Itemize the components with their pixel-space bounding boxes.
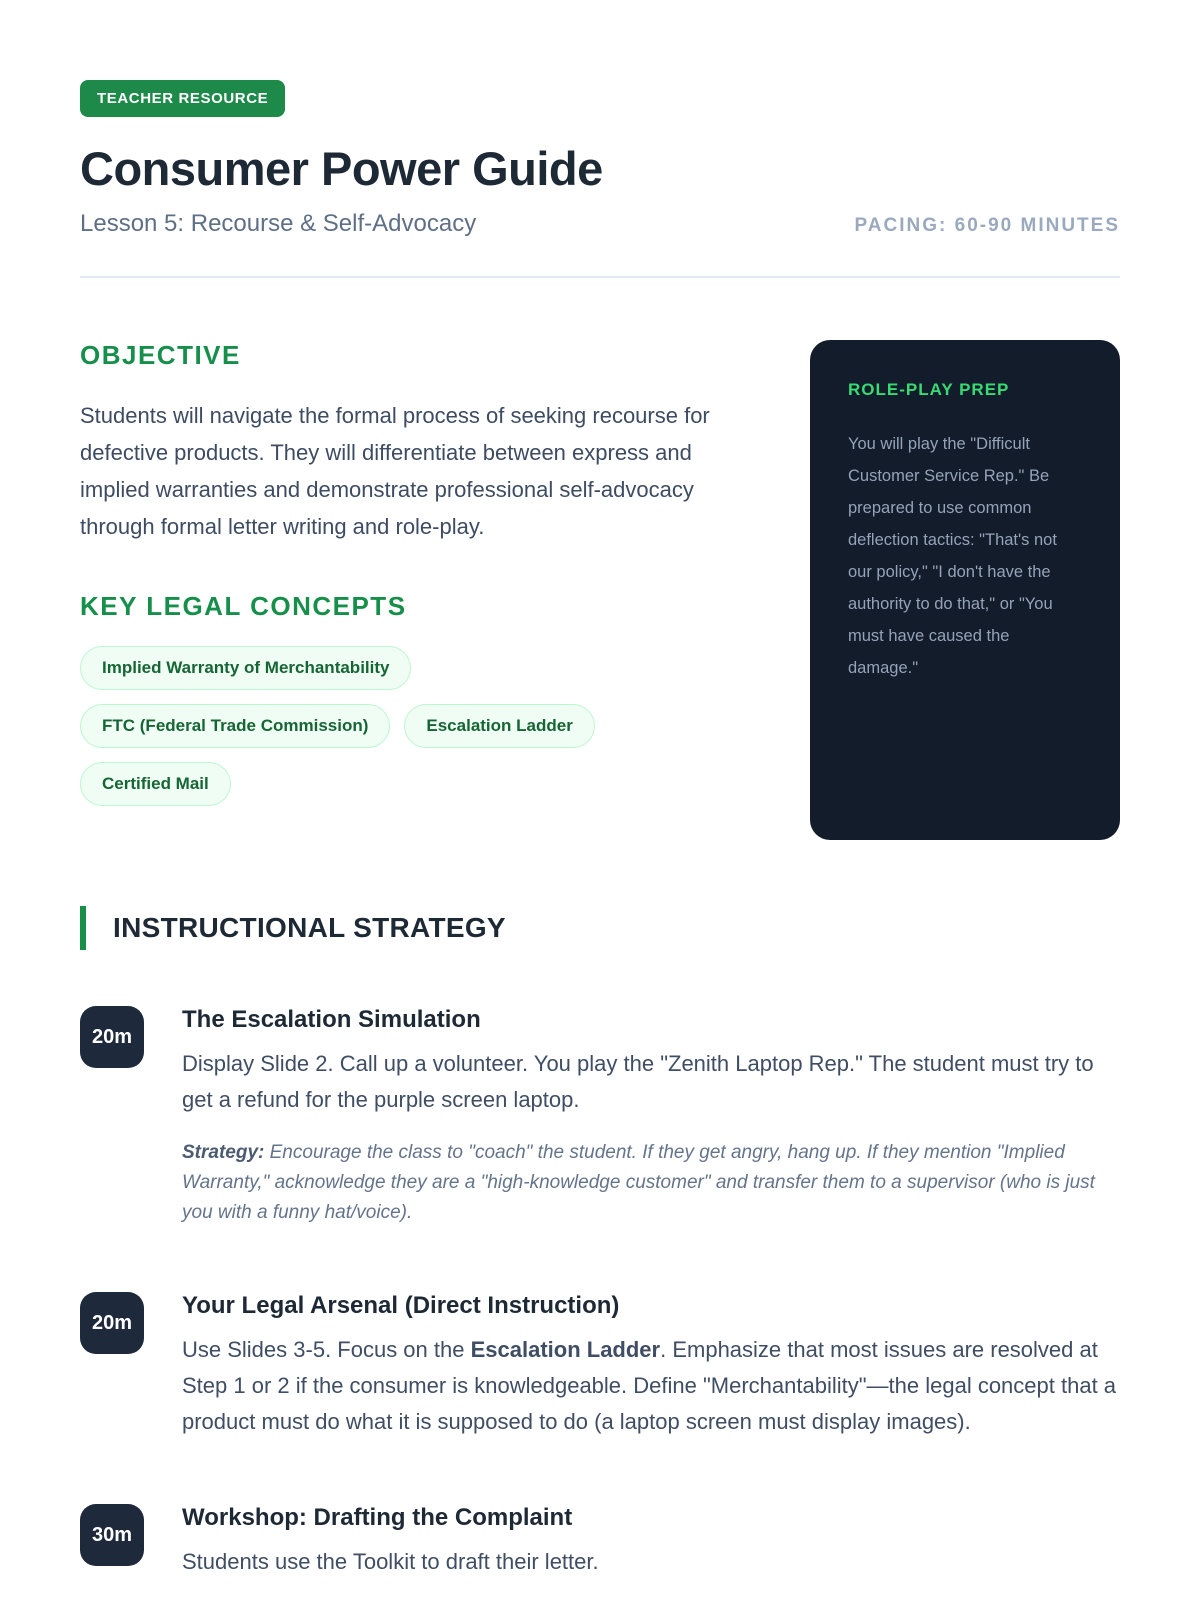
- objective-body: Students will navigate the formal process of seeking recourse for defective products. They will differentiate between express and implied warranties and demonstrate professional self-advocacy through formal letter writing and role-play.: [80, 403, 710, 539]
- strategy-item-content: [182, 1292, 1120, 1440]
- strategy-item-body: Display Slide 2. Call up a volunteer. You play the "Zenith Laptop Rep." The student must try to get a refund for the purple screen laptop.: [182, 1051, 1094, 1112]
- strategy-item-note: [182, 1138, 1120, 1228]
- body-bold-term: Escalation Ladder: [470, 1337, 661, 1362]
- header-divider: [80, 276, 1120, 278]
- strategy-item: [80, 1006, 1120, 1228]
- strategy-item-content: [182, 1504, 1120, 1580]
- body-text: Use Slides 3-5. Focus on the: [182, 1337, 471, 1362]
- strategy-item: [80, 1504, 1120, 1580]
- strategy-note-label: Strategy:: [182, 1142, 265, 1163]
- time-badge: 30m: [80, 1504, 144, 1566]
- body-text: . Emphasize that most issues are resolved at Step 1 or 2 if the consumer is knowledgeable. Define "Merchantability"—the legal concept that a product must do what it is supposed to do (a laptop screen must display images).: [182, 1337, 1117, 1434]
- time-badge: 20m: [80, 1292, 144, 1354]
- objective-heading: OBJECTIVE: [80, 340, 241, 370]
- strategy-item-content: [182, 1006, 1120, 1228]
- concept-pill: Escalation Ladder: [404, 704, 594, 748]
- concept-pill: FTC (Federal Trade Commission): [80, 704, 390, 748]
- key-concepts-heading: KEY LEGAL CONCEPTS: [80, 591, 407, 621]
- roleplay-prep-body: You will play the "Difficult Customer Service Rep." Be prepared to use common deflection tactics: "That's not our policy," "I don't have the authority to do that," or "You must have caused the damage.": [848, 435, 1057, 677]
- strategy-item: [80, 1292, 1120, 1440]
- time-badge: 20m: [80, 1006, 144, 1068]
- concept-pill: Certified Mail: [80, 762, 231, 806]
- concept-pill-list: [80, 646, 680, 806]
- roleplay-prep-heading: ROLE-PLAY PREP: [848, 380, 1010, 399]
- strategy-note-text: Encourage the class to "coach" the student. If they get angry, hang up. If they mention "Implied Warranty," acknowledge they are a "high-knowledge customer" and transfer them to a supervisor (who is just you with a funny hat/voice).: [182, 1142, 1095, 1223]
- resource-type-badge: TEACHER RESOURCE: [80, 80, 285, 117]
- strategy-item-title: Your Legal Arsenal (Direct Instruction): [182, 1292, 620, 1319]
- page-header: [80, 80, 1120, 278]
- left-column: [80, 340, 810, 806]
- subtitle-row: [80, 210, 1120, 238]
- strategy-item-title: Workshop: Drafting the Complaint: [182, 1504, 573, 1531]
- strategy-item-body: [182, 1332, 1120, 1440]
- strategy-heading: INSTRUCTIONAL STRATEGY: [113, 912, 506, 943]
- main-columns: [80, 340, 1120, 840]
- strategy-item-title: The Escalation Simulation: [182, 1006, 481, 1033]
- pacing-label: PACING: 60-90 MINUTES: [854, 215, 1120, 236]
- strategy-heading-block: [80, 906, 1120, 950]
- strategy-item-body: Students use the Toolkit to draft their letter.: [182, 1549, 599, 1574]
- instructional-strategy-section: [80, 906, 1120, 1580]
- lesson-subtitle: Lesson 5: Recourse & Self-Advocacy: [80, 210, 477, 237]
- concept-pill: Implied Warranty of Merchantability: [80, 646, 411, 690]
- page-title: Consumer Power Guide: [80, 142, 603, 195]
- roleplay-prep-card: [810, 340, 1120, 840]
